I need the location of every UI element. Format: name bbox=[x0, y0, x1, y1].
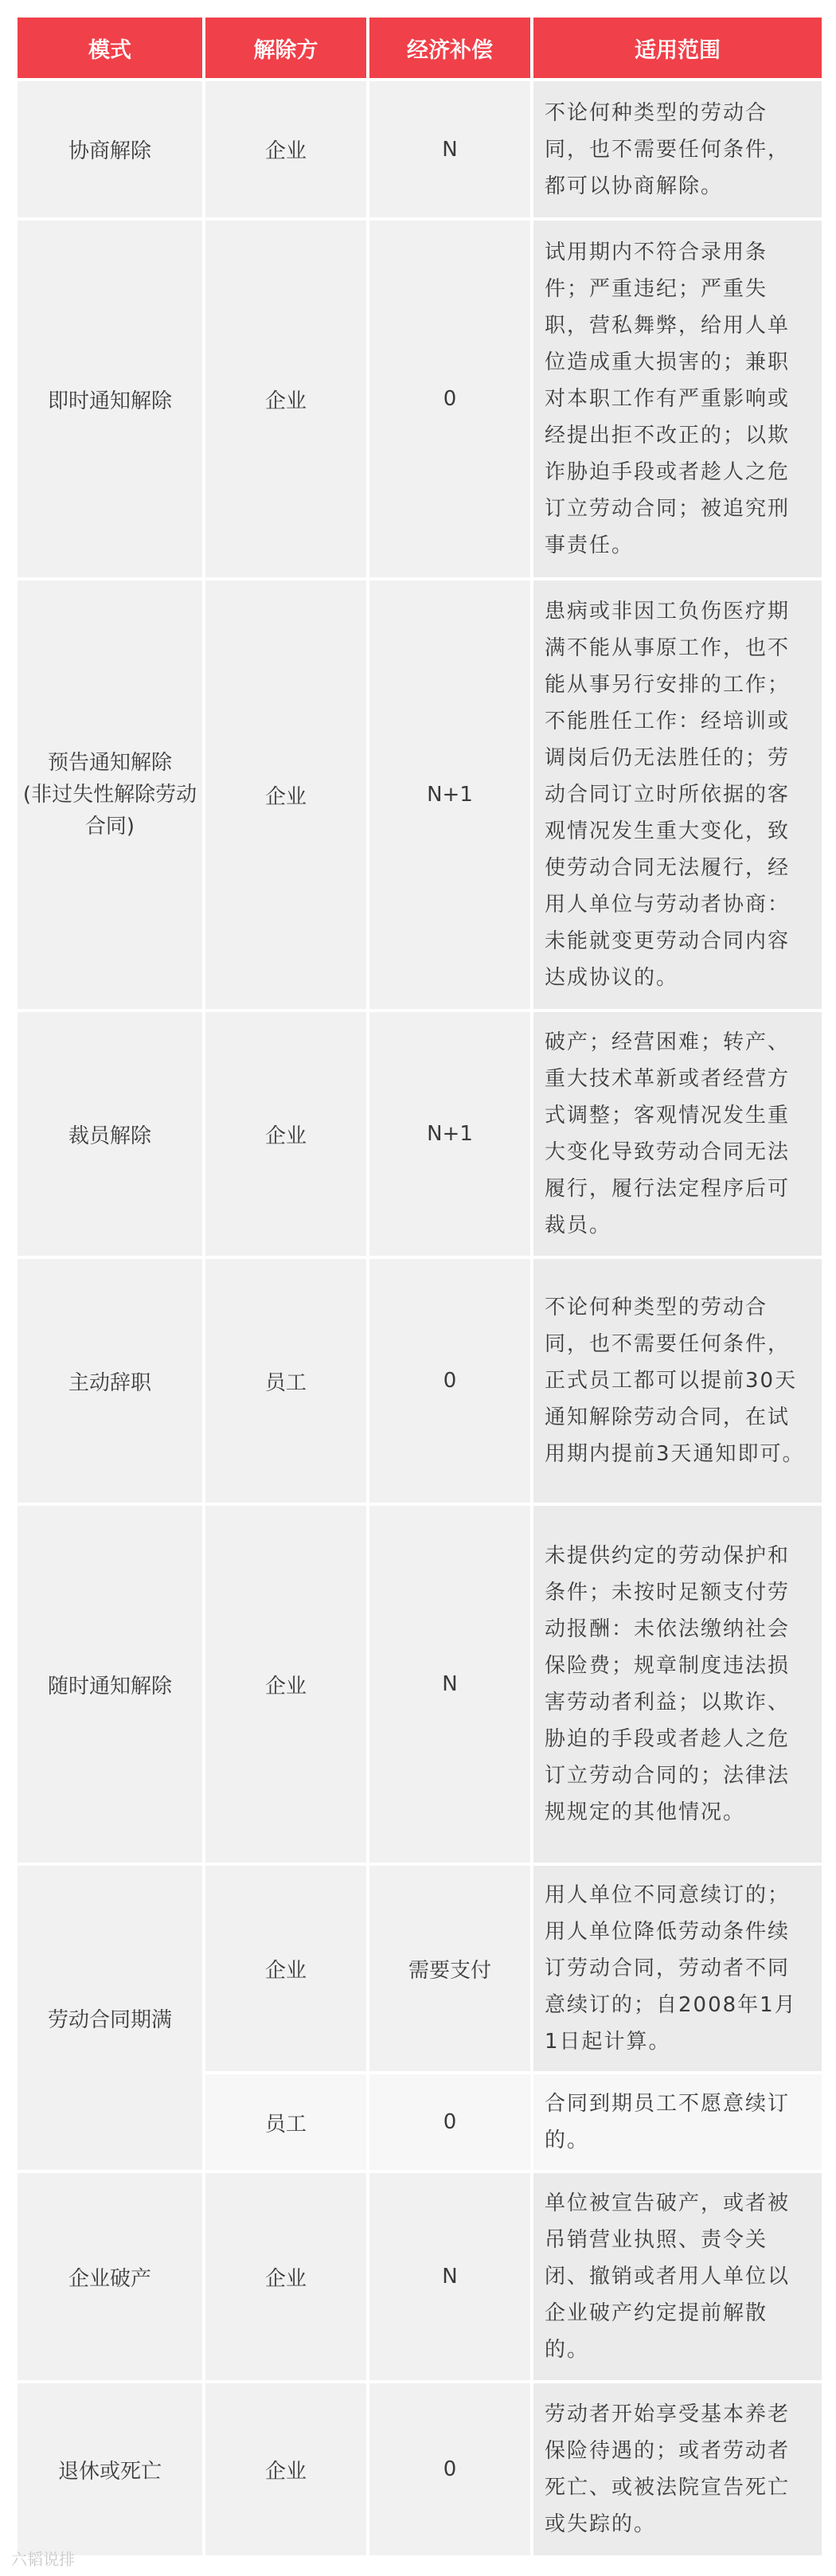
header-row bbox=[18, 18, 822, 78]
mode-cell: 主动辞职 bbox=[18, 1259, 202, 1503]
party-cell: 员工 bbox=[205, 1259, 366, 1503]
table-row bbox=[18, 1866, 822, 2071]
compensation-cell: N bbox=[369, 2173, 530, 2380]
party-cell: 企业 bbox=[205, 2173, 366, 2380]
table-row bbox=[18, 2173, 822, 2380]
mode-cell: 预告通知解除 (非过失性解除劳动合同) bbox=[18, 580, 202, 1009]
header-scope: 适用范围 bbox=[533, 18, 822, 78]
scope-cell: 不论何种类型的劳动合同，也不需要任何条件，正式员工都可以提前30天通知解除劳动合同，在试用期内提前3天通知即可。 bbox=[533, 1259, 822, 1503]
table-row bbox=[18, 580, 822, 1009]
mode-cell: 即时通知解除 bbox=[18, 221, 202, 577]
compensation-cell: N bbox=[369, 1506, 530, 1863]
mode-cell: 随时通知解除 bbox=[18, 1506, 202, 1863]
mode-cell: 裁员解除 bbox=[18, 1012, 202, 1256]
scope-cell: 用人单位不同意续订的；用人单位降低劳动条件续订劳动合同，劳动者不同意续订的；自2008年1月1日起计算。 bbox=[533, 1866, 822, 2071]
compensation-cell: N bbox=[369, 81, 530, 217]
table-row bbox=[18, 1012, 822, 1256]
mode-cell: 退休或死亡 bbox=[18, 2383, 202, 2555]
table-row bbox=[18, 2383, 822, 2555]
scope-cell: 未提供约定的劳动保护和条件；未按时足额支付劳动报酬：未依法缴纳社会保险费；规章制度违法损害劳动者利益；以欺诈、胁迫的手段或者趁人之危订立劳动合同的；法律法规规定的其他情况。 bbox=[533, 1506, 822, 1863]
table-row bbox=[18, 81, 822, 217]
party-cell: 企业 bbox=[205, 81, 366, 217]
party-cell: 企业 bbox=[205, 1012, 366, 1256]
mode-cell: 企业破产 bbox=[18, 2173, 202, 2380]
mode-cell: 协商解除 bbox=[18, 81, 202, 217]
scope-cell: 患病或非因工负伤医疗期满不能从事原工作，也不能从事另行安排的工作；不能胜任工作：经培训或调岗后仍无法胜任的；劳动合同订立时所依据的客观情况发生重大变化，致使劳动合同无法履行，经用人单位与劳动者协商：未能就变更劳动合同内容达成协议的。 bbox=[533, 580, 822, 1009]
scope-cell: 劳动者开始享受基本养老保险待遇的；或者劳动者死亡、或被法院宣告死亡或失踪的。 bbox=[533, 2383, 822, 2555]
party-cell: 企业 bbox=[205, 2383, 366, 2555]
party-cell: 企业 bbox=[205, 1506, 366, 1863]
termination-table bbox=[14, 14, 825, 2558]
scope-cell: 试用期内不符合录用条件；严重违纪；严重失职，营私舞弊，给用人单位造成重大损害的；兼职对本职工作有严重影响或经提出拒不改正的；以欺诈胁迫手段或者趁人之危订立劳动合同；被追究刑事责任。 bbox=[533, 221, 822, 577]
scope-cell: 不论何种类型的劳动合同，也不需要任何条件，都可以协商解除。 bbox=[533, 81, 822, 217]
compensation-cell: N+1 bbox=[369, 1012, 530, 1256]
header-compensation: 经济补偿 bbox=[369, 18, 530, 78]
header-party: 解除方 bbox=[205, 18, 366, 78]
table-row bbox=[18, 1259, 822, 1503]
table-row bbox=[18, 221, 822, 577]
scope-cell: 合同到期员工不愿意续订的。 bbox=[533, 2074, 822, 2170]
watermark: 六韬说排 bbox=[11, 2550, 75, 2569]
scope-cell: 单位被宣告破产，或者被吊销营业执照、责令关闭、撤销或者用人单位以企业破产约定提前解散的。 bbox=[533, 2173, 822, 2380]
party-cell: 员工 bbox=[205, 2074, 366, 2170]
party-cell: 企业 bbox=[205, 1866, 366, 2071]
compensation-cell: 需要支付 bbox=[369, 1866, 530, 2071]
compensation-cell: N+1 bbox=[369, 580, 530, 1009]
party-cell: 企业 bbox=[205, 580, 366, 1009]
party-cell: 企业 bbox=[205, 221, 366, 577]
mode-cell: 劳动合同期满 bbox=[18, 1866, 202, 2170]
compensation-cell: 0 bbox=[369, 1259, 530, 1503]
compensation-cell: 0 bbox=[369, 2383, 530, 2555]
scope-cell: 破产；经营困难；转产、重大技术革新或者经营方式调整；客观情况发生重大变化导致劳动合同无法履行，履行法定程序后可裁员。 bbox=[533, 1012, 822, 1256]
compensation-cell: 0 bbox=[369, 221, 530, 577]
table-row bbox=[18, 1506, 822, 1863]
compensation-cell: 0 bbox=[369, 2074, 530, 2170]
header-mode: 模式 bbox=[18, 18, 202, 78]
